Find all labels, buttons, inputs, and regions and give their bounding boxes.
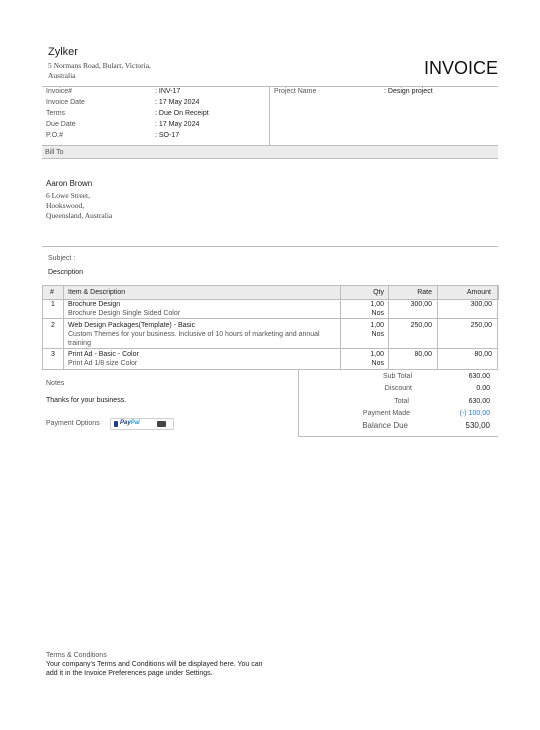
- row3-unit: Nos: [371, 360, 384, 367]
- col-line-right: [497, 285, 498, 369]
- subject-divider: [42, 246, 498, 247]
- notes-label: Notes: [46, 380, 65, 387]
- paypal-button[interactable]: [110, 418, 174, 430]
- row1-number: 1: [51, 301, 55, 308]
- meta-label-terms: Terms: [46, 110, 66, 117]
- meta-value-po: : SO-17: [155, 132, 180, 139]
- customer-address-line3: Queensland, Australia: [46, 211, 113, 220]
- row2-number: 2: [51, 322, 55, 329]
- discount-label: Discount: [384, 385, 412, 392]
- col-line-3: [388, 285, 389, 369]
- row2-item-desc: Custom Themes for your business. Inclusive of 10 hours of marketing and annual training: [68, 331, 320, 347]
- description-label: Description: [48, 269, 84, 276]
- meta-value-invoice-date: : 17 May 2024: [155, 99, 200, 106]
- row3-number: 3: [51, 351, 55, 358]
- total-value: 630.00: [468, 398, 490, 405]
- col-header-rate: Rate: [417, 289, 432, 296]
- company-address-line2: Australia: [48, 71, 76, 80]
- row3-amount: 80,00: [474, 351, 492, 358]
- row1-rate: 300,00: [410, 301, 432, 308]
- terms-line2: add it in the Invoice Preferences page under Settings.: [46, 670, 213, 677]
- row1-item-desc: Brochure Design Single Sided Color: [68, 310, 181, 317]
- discount-value: 0.00: [476, 385, 490, 392]
- col-header-item: Item & Description: [68, 289, 126, 296]
- credit-card-icon: [157, 421, 166, 427]
- meta-label-po: P.O.#: [46, 132, 63, 139]
- row1-item-name: Brochure Design: [68, 301, 121, 308]
- row2-qty: 1,00: [370, 322, 384, 329]
- col-line-4: [437, 285, 438, 369]
- meta-label-invoice-number: Invoice#: [46, 88, 73, 95]
- row1-qty: 1,00: [370, 301, 384, 308]
- row1-unit: Nos: [371, 310, 384, 317]
- company-address-line1: 5 Normans Road, Bulart, Victoria,: [48, 61, 151, 70]
- row3-rate: 80,00: [414, 351, 432, 358]
- subtotal-label: Sub Total: [382, 373, 412, 380]
- balance-due-label: Balance Due: [362, 421, 408, 430]
- row2-divider: [42, 348, 498, 349]
- payment-made-label: Payment Made: [362, 410, 410, 417]
- row1-divider: [42, 318, 498, 319]
- meta-value-invoice-number: : INV-17: [155, 88, 181, 95]
- row2-rate: 250,00: [410, 322, 432, 329]
- customer-address-line1: 6 Lowe Street,: [46, 191, 90, 200]
- balance-due-value: 530,00: [465, 421, 490, 430]
- col-header-number: #: [50, 289, 54, 296]
- bill-to-bar: [42, 146, 498, 159]
- paypal-wordmark: [120, 420, 140, 426]
- meta-label-invoice-date: Invoice Date: [46, 99, 85, 106]
- subject-label: Subject :: [48, 255, 76, 262]
- col-line-left: [42, 285, 43, 369]
- row2-amount: 250,00: [470, 322, 492, 329]
- paypal-pay: Pay: [120, 420, 131, 426]
- invoice-title: INVOICE: [423, 58, 498, 78]
- paypal-pal: Pal: [130, 420, 140, 426]
- row3-item-desc: Print Ad 1/8 size Color: [68, 360, 138, 367]
- total-label: Total: [394, 398, 409, 405]
- col-line-2: [340, 285, 341, 369]
- row3-qty: 1,00: [370, 351, 384, 358]
- paypal-logo-icon: [114, 421, 118, 427]
- bill-to-label: Bill To: [45, 149, 64, 156]
- col-header-qty: Qty: [373, 289, 384, 296]
- customer-name: Aaron Brown: [46, 179, 93, 188]
- terms-label: Terms & Conditions: [46, 652, 107, 659]
- meta-value-due-date: : 17 May 2024: [155, 121, 200, 128]
- col-header-amount: Amount: [466, 289, 491, 296]
- meta-divider: [269, 86, 270, 146]
- row2-unit: Nos: [371, 331, 384, 338]
- col-line-1: [63, 285, 64, 369]
- terms-line1: Your company's Terms and Conditions will be displayed here. You can: [46, 661, 263, 668]
- company-name: Zylker: [48, 46, 78, 58]
- project-label: Project Name: [274, 88, 317, 95]
- payment-options-label: Payment Options: [46, 420, 100, 427]
- row1-amount: 300,00: [470, 301, 492, 308]
- customer-address-line2: Hookswood,: [46, 201, 85, 210]
- meta-value-terms: : Due On Receipt: [155, 110, 209, 117]
- payment-made-value: (-) 100,00: [459, 410, 490, 417]
- subtotal-value: 630.00: [468, 373, 490, 380]
- project-value: : Design project: [384, 88, 433, 95]
- notes-text: Thanks for your business.: [46, 397, 127, 404]
- meta-label-due-date: Due Date: [46, 121, 76, 128]
- row3-item-name: Print Ad - Basic - Color: [68, 351, 139, 358]
- row2-item-name: Web Design Packages(Template) - Basic: [68, 322, 196, 329]
